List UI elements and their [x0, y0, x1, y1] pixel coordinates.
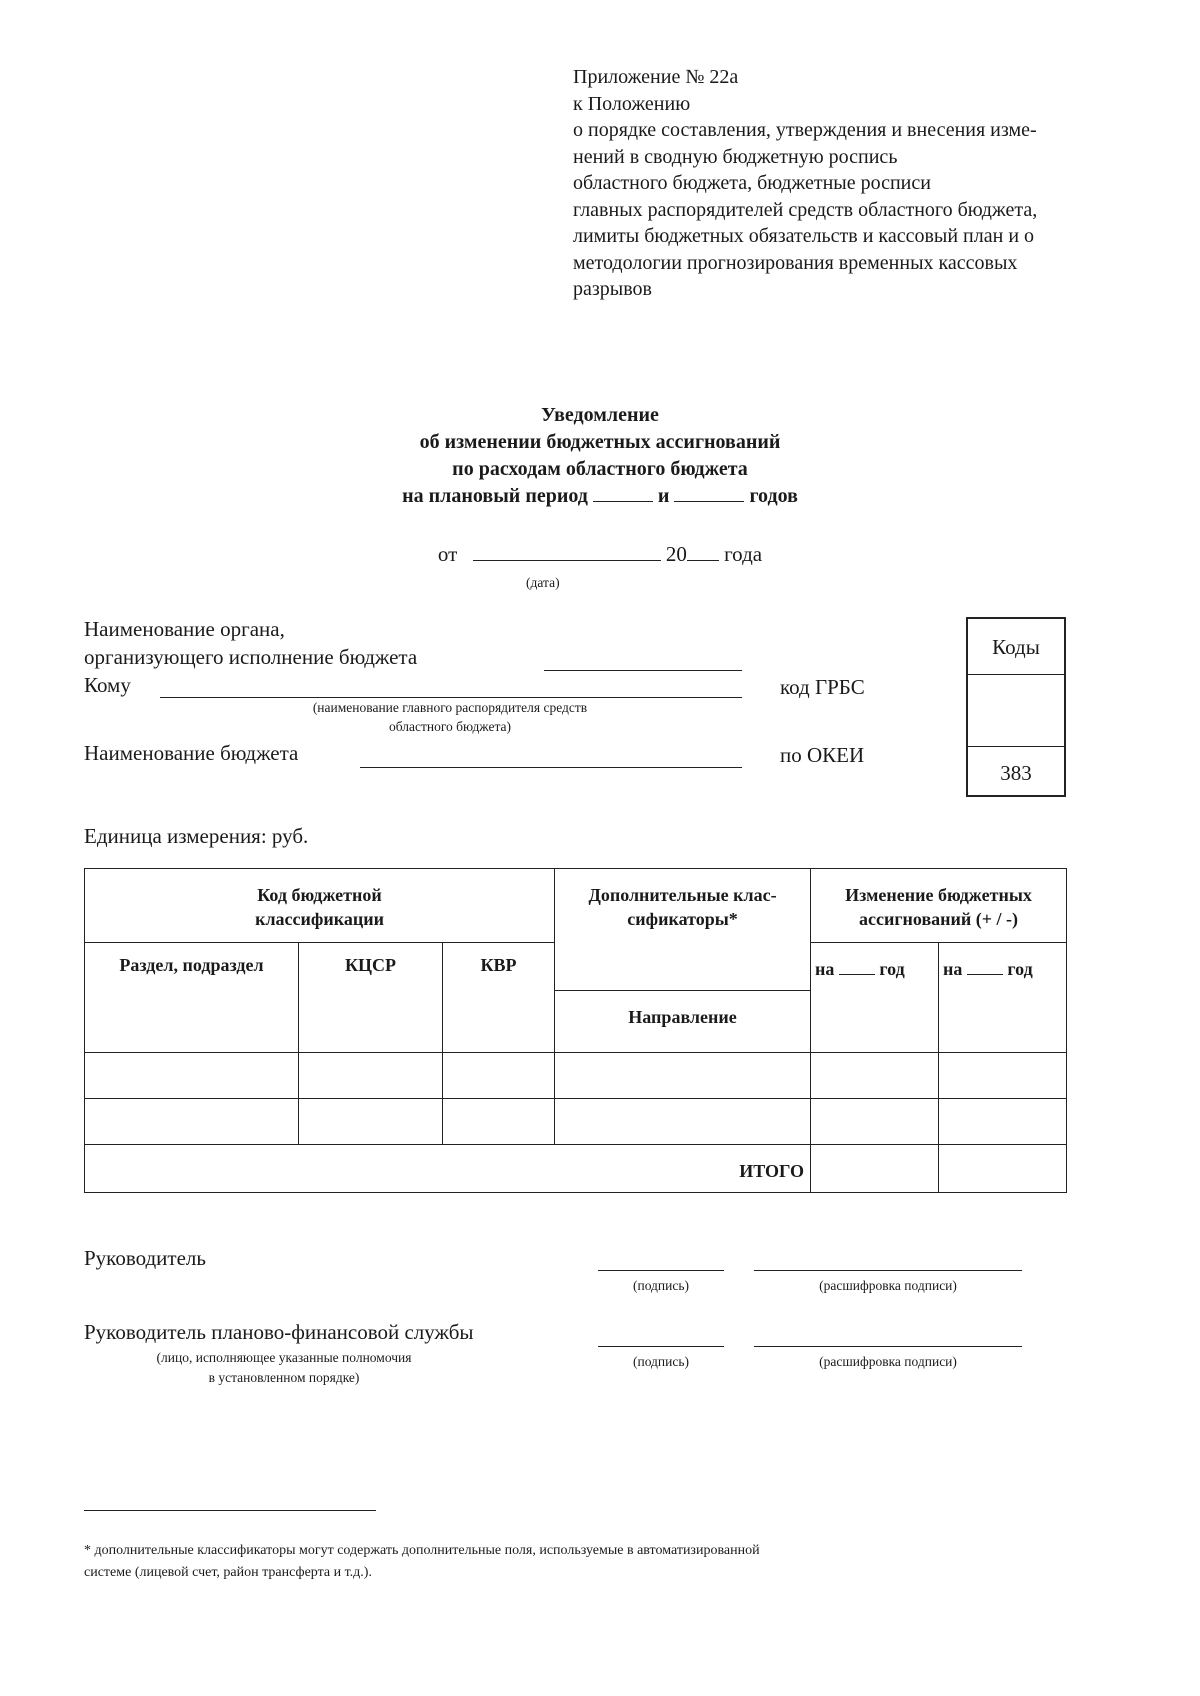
- table-cell[interactable]: [939, 1099, 1067, 1145]
- appendix-line: о порядке составления, утверждения и внесения изме-: [573, 119, 1037, 141]
- appendix-line: Приложение № 22а: [573, 66, 739, 88]
- finance-signature-caption: (подпись): [632, 1354, 690, 1369]
- col-group-additional: Дополнительные клас-сификаторы*: [555, 869, 811, 991]
- col-kcsr: КЦСР: [299, 943, 443, 1053]
- title-period-and: и: [657, 485, 670, 507]
- title-line-3: по расходам областного бюджета: [452, 458, 748, 480]
- document-title: [300, 402, 900, 510]
- col-direction: Направление: [555, 991, 811, 1053]
- date-year-field[interactable]: [687, 542, 719, 561]
- unit-line: Единица измерения: руб.: [84, 824, 309, 848]
- to-field[interactable]: [160, 697, 742, 698]
- table-cell[interactable]: [443, 1099, 555, 1145]
- appendix-line: разрывов: [573, 278, 652, 300]
- appendix-line: нений в сводную бюджетную роспись: [573, 145, 898, 168]
- appendix-line: областного бюджета, бюджетные росписи: [573, 172, 931, 194]
- organ-label-line-1: Наименование органа,: [84, 617, 285, 641]
- table-cell[interactable]: [555, 1099, 811, 1145]
- col-group-budget-code: Код бюджетной классификации: [85, 869, 555, 943]
- total-row: [85, 1145, 1067, 1193]
- appendix-line: главных распорядителей средств областного бюджета,: [573, 198, 1038, 221]
- appendix-reference: [573, 64, 1133, 303]
- to-caption-line-2: областного бюджета): [388, 719, 512, 734]
- okei-code-value: 383: [1000, 761, 1032, 785]
- to-label: Кому: [84, 673, 131, 697]
- col-year-1-field[interactable]: [839, 960, 875, 975]
- total-year-1-cell[interactable]: [811, 1145, 939, 1193]
- table-cell[interactable]: [555, 1053, 811, 1099]
- codes-box: [966, 617, 1066, 797]
- total-label: ИТОГО: [85, 1145, 811, 1193]
- date-caption: (дата): [526, 575, 560, 590]
- finance-caption-line-1: (лицо, исполняющее указанные полномочия: [156, 1350, 412, 1365]
- finance-decoding-field[interactable]: [754, 1346, 1022, 1347]
- date-field[interactable]: [473, 542, 661, 561]
- to-caption-line-1: (наименование главного распорядителя средств: [312, 700, 588, 715]
- period-year-2-field[interactable]: [674, 483, 744, 502]
- col-kvr: КВР: [443, 943, 555, 1053]
- col-year-2-field[interactable]: [967, 960, 1003, 975]
- organ-field[interactable]: [544, 670, 742, 671]
- footnote-divider: [84, 1510, 376, 1511]
- period-year-1-field[interactable]: [593, 483, 653, 502]
- table-cell[interactable]: [811, 1053, 939, 1099]
- table-row: [85, 1053, 1067, 1099]
- finance-head-label: Руководитель планово-финансовой службы: [84, 1320, 474, 1344]
- total-year-2-cell[interactable]: [939, 1145, 1067, 1193]
- head-signature-caption: (подпись): [632, 1278, 690, 1293]
- footnote-line-2: системе (лицевой счет, район трансферта и т.д.).: [84, 1565, 372, 1580]
- col-section: Раздел, подраздел: [85, 943, 299, 1053]
- table-cell[interactable]: [85, 1099, 299, 1145]
- col-group-change: Изменение бюджетных ассигнований (+ / -): [811, 869, 1067, 943]
- organ-label-line-2: организующего исполнение бюджета: [84, 645, 418, 669]
- table-cell[interactable]: [939, 1053, 1067, 1099]
- table-cell[interactable]: [299, 1099, 443, 1145]
- col-year-1-prefix: на: [815, 959, 835, 979]
- grbs-code-label: код ГРБС: [780, 675, 865, 699]
- col-year-2-prefix: на: [943, 959, 963, 979]
- head-decoding-field[interactable]: [754, 1270, 1022, 1271]
- col-year-2-suffix: год: [1007, 959, 1033, 979]
- appendix-line: к Положению: [573, 92, 691, 115]
- codes-header: Коды: [968, 619, 1064, 675]
- title-line-1: Уведомление: [541, 404, 659, 426]
- head-signature-field[interactable]: [598, 1270, 724, 1271]
- okei-label: по ОКЕИ: [780, 743, 865, 767]
- date-row: [300, 542, 900, 567]
- col-year-1-suffix: год: [879, 959, 905, 979]
- col-year-1: [811, 943, 939, 1053]
- allocations-table: [84, 868, 1067, 1193]
- title-line-2: об изменении бюджетных ассигнований: [419, 431, 781, 453]
- budget-name-field[interactable]: [360, 767, 742, 768]
- finance-decoding-caption: (расшифровка подписи): [819, 1354, 957, 1369]
- date-year-prefix: 20: [665, 542, 687, 566]
- date-suffix: года: [724, 542, 763, 566]
- head-label: Руководитель: [84, 1246, 206, 1270]
- date-prefix: от: [437, 542, 458, 566]
- footnote-line-1: * дополнительные классификаторы могут содержать дополнительные поля, используемые в автоматизированной: [84, 1543, 760, 1558]
- table-cell[interactable]: [85, 1053, 299, 1099]
- budget-name-label: Наименование бюджета: [84, 741, 299, 765]
- table-cell[interactable]: [811, 1099, 939, 1145]
- table-cell[interactable]: [443, 1053, 555, 1099]
- table-cell[interactable]: [299, 1053, 443, 1099]
- table-row: [85, 1099, 1067, 1145]
- col-year-2: [939, 943, 1067, 1053]
- head-decoding-caption: (расшифровка подписи): [819, 1278, 957, 1293]
- finance-signature-field[interactable]: [598, 1346, 724, 1347]
- appendix-line: методологии прогнозирования временных кассовых: [573, 251, 1018, 274]
- appendix-line: лимиты бюджетных обязательств и кассовый план и о: [573, 225, 1035, 247]
- title-line-4: [300, 483, 900, 510]
- title-period-suffix: годов: [749, 485, 798, 507]
- grbs-code-value[interactable]: [968, 675, 1064, 747]
- title-period-prefix: на плановый период: [402, 485, 588, 507]
- finance-caption-line-2: в установленном порядке): [208, 1370, 360, 1385]
- footnote: [84, 1540, 1084, 1584]
